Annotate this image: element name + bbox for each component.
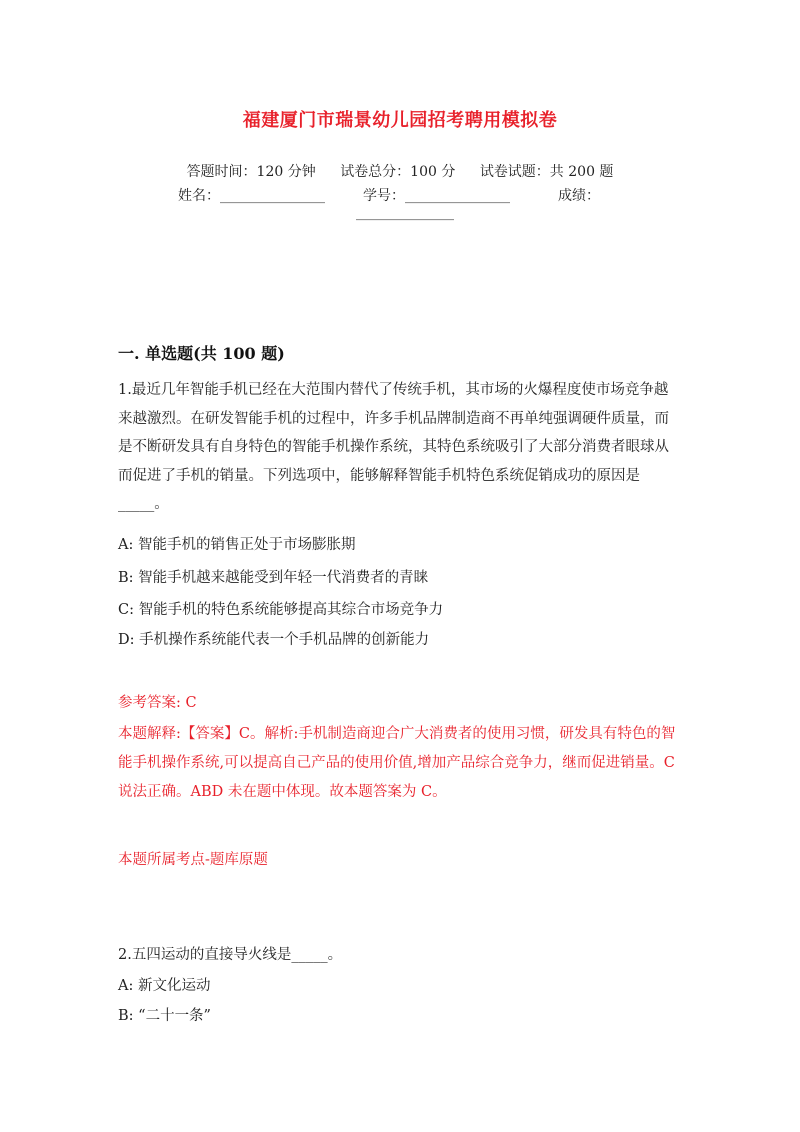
question-1-stem: 1.最近几年智能手机已经在大范围内替代了传统手机，其市场的火爆程度使市场竞争越来越激烈。在研发智能手机的过程中，许多手机品牌制造商不再单纯强调硬件质量，而是不断研发具有自身特色的智能手机操作系统，其特色系统吸引了大部分消费者眼球从而促进了手机的销量。下列选项中，能够解释智能手机特色系统促销成功的原因是_____。	[118, 382, 669, 512]
exam-total-score: 试卷总分：100 分	[340, 164, 456, 180]
question-1-option-d: D: 手机操作系统能代表一个手机品牌的创新能力	[118, 632, 430, 648]
question-1-option-a: A: 智能手机的销售正处于市场膨胀期	[118, 537, 356, 553]
exam-meta	[0, 161, 800, 181]
exam-time: 答题时间：120 分钟	[186, 164, 316, 180]
question-1-explanation: 本题解释:【答案】C。解析:手机制造商迎合广大消费者的使用习惯，研发具有特色的智能手机操作系统,可以提高自己产品的使用价值,增加产品综合竞争力，继而促进销量。C 说法正确。ABD 未在题中体现。故本题答案为 C。	[118, 726, 676, 800]
question-1-answer: 参考答案: C	[118, 695, 197, 711]
grade-blank: ______________	[356, 205, 454, 221]
question-2-stem: 2.五四运动的直接导火线是_____。	[118, 947, 343, 963]
question-2-option-b: B: “二十一条”	[118, 1008, 211, 1024]
name-field: 姓名：_______________	[178, 188, 325, 204]
grade-label: 成绩：	[558, 188, 600, 204]
question-1-source: 本题所属考点-题库原题	[118, 852, 268, 868]
question-1-option-b: B: 智能手机越来越能受到年轻一代消费者的青睐	[118, 570, 429, 586]
student-id-field: 学号：_______________	[363, 188, 510, 204]
student-fields	[178, 185, 658, 205]
exam-total-questions: 试卷试题：共 200 题	[479, 164, 614, 180]
exam-title: 福建厦门市瑞景幼儿园招考聘用模拟卷	[242, 110, 558, 131]
question-1-option-c: C: 智能手机的特色系统能够提高其综合市场竞争力	[118, 602, 444, 618]
question-2-option-a: A: 新文化运动	[118, 978, 211, 994]
section-heading: 一. 单选题(共 100 题)	[118, 344, 285, 363]
